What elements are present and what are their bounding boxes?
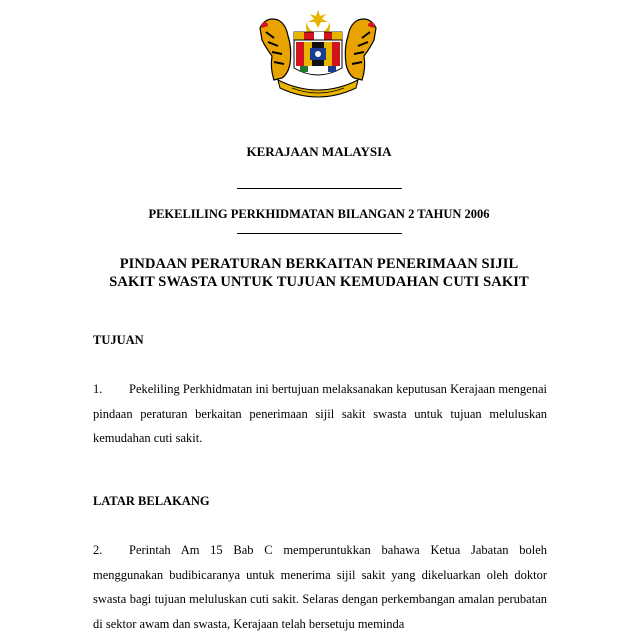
document-title-line-2: SAKIT SWASTA UNTUK TUJUAN KEMUDAHAN CUTI SAKIT	[109, 274, 529, 290]
government-title: KERAJAAN MALAYSIA	[246, 144, 392, 159]
paragraph-number: 1.	[93, 382, 103, 396]
divider-bottom	[237, 233, 402, 234]
paragraph-2	[93, 538, 547, 637]
malaysia-coat-of-arms-logo	[252, 8, 384, 100]
right-tiger-icon	[345, 19, 376, 80]
section-heading-latar-belakang: LATAR BELAKANG	[93, 494, 210, 508]
paragraph-text: Perintah Am 15 Bab C memperuntukkan bahawa Ketua Jabatan boleh menggunakan budibicaranya untuk menerima sijil sakit yang dikeluarkan oleh doktor swasta bagi tujuan meluluskan cuti sakit. Selaras dengan perkembangan amalan perubatan di sektor awam dan swasta, Kerajaan telah bersetuju meminda	[93, 543, 547, 632]
divider-top	[237, 188, 402, 189]
circular-number: PEKELILING PERKHIDMATAN BILANGAN 2 TAHUN 2006	[148, 207, 490, 221]
document-title-line-1: PINDAAN PERATURAN BERKAITAN PENERIMAAN SIJIL	[119, 256, 519, 272]
section-heading-tujuan: TUJUAN	[93, 333, 144, 347]
document-title	[0, 255, 638, 291]
paragraph-number: 2.	[93, 543, 103, 557]
star-icon	[308, 10, 328, 28]
paragraph-1	[93, 377, 547, 451]
left-tiger-icon	[260, 19, 291, 80]
paragraph-text: Pekeliling Perkhidmatan ini bertujuan melaksanakan keputusan Kerajaan mengenai pindaan peraturan berkaitan penerimaan sijil sakit swasta untuk tujuan meluluskan kemudahan cuti sakit.	[93, 382, 547, 446]
